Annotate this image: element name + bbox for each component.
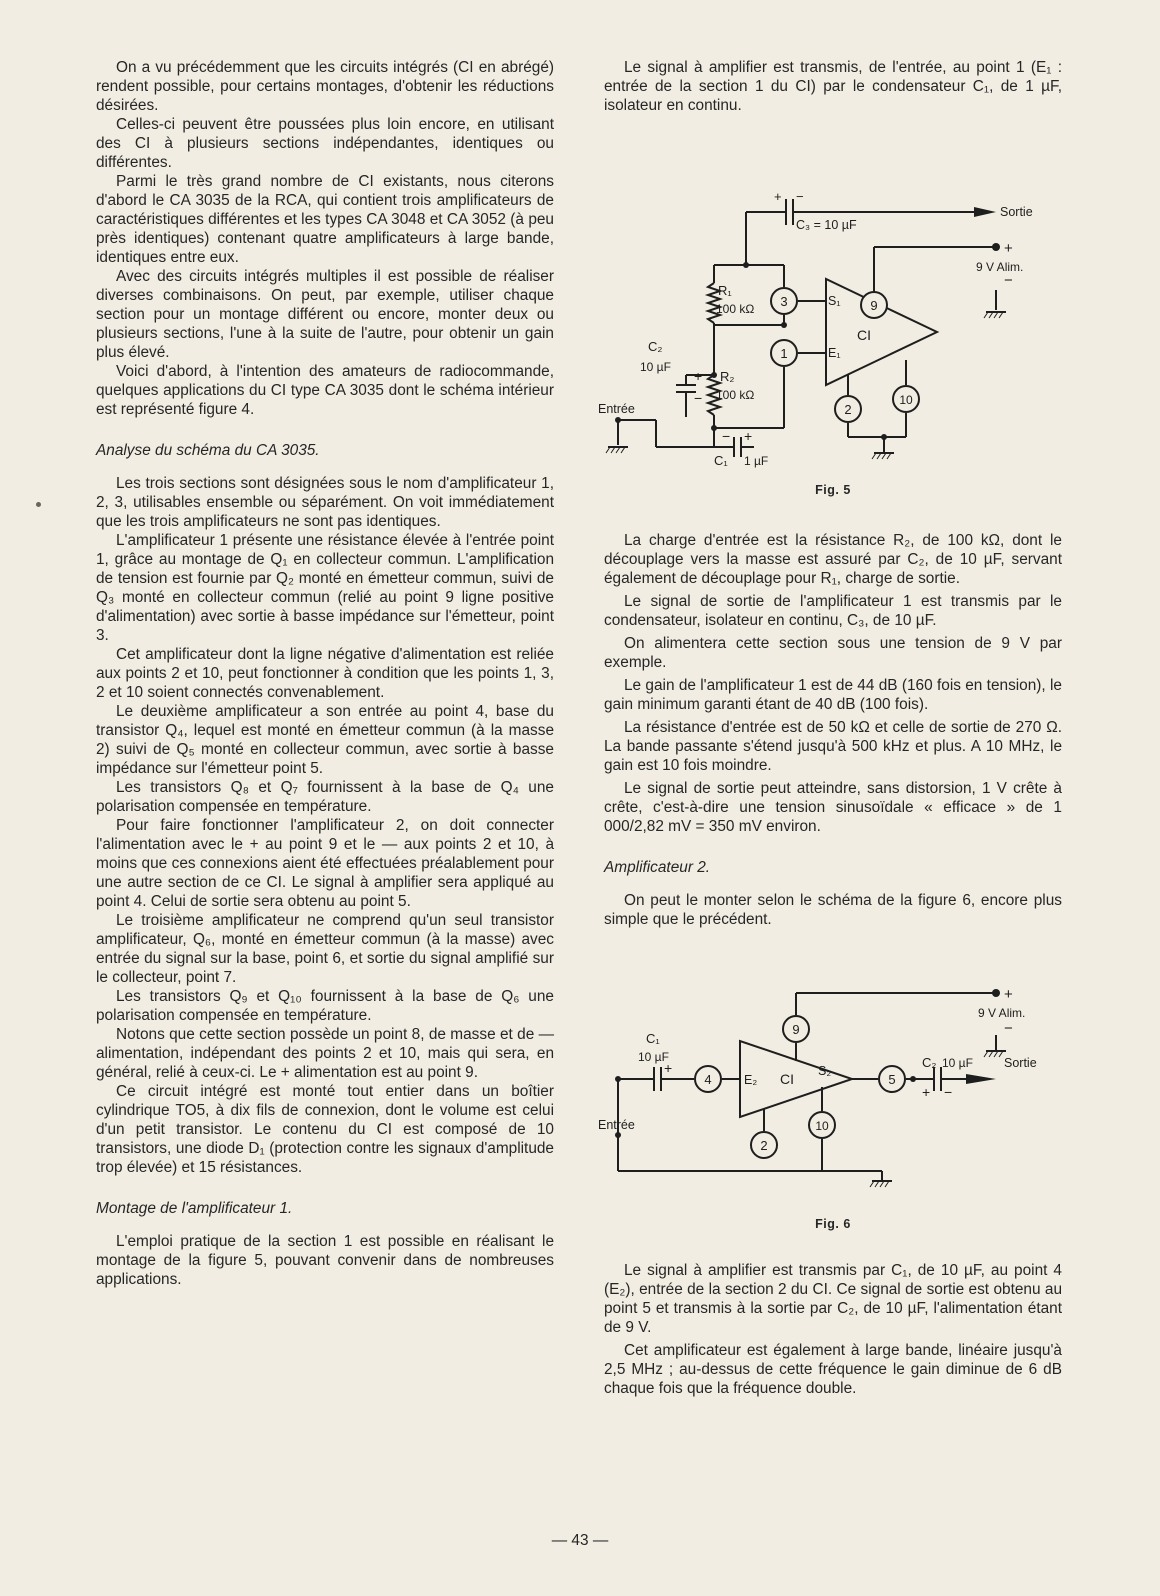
paragraph: Celles-ci peuvent être poussées plus loin encore, en utilisant des CI à plusieurs sections indépendantes, identiques ou différentes. [96, 116, 554, 171]
pin-5-label: 5 [888, 1072, 896, 1087]
pin-9-label: 9 [870, 298, 878, 313]
paragraph: La résistance d'entrée est de 50 kΩ et celle de sortie de 270 Ω. La bande passante s'étend jusqu'à 500 kHz et plus. A 10 MHz, le gain est 10 fois moindre. [604, 719, 1062, 774]
section-heading: Amplificateur 2. [604, 859, 711, 876]
paragraph: Le deuxième amplificateur a son entrée au point 4, base du transistor Q₄, lequel est monté en émetteur commun (à la masse 2) suivi de Q₅ monté en collecteur commun, avec sortie à basse impédance sur l'émetteur point 5. [96, 703, 554, 777]
c2-minus: − [694, 390, 703, 406]
c2-plus: + [694, 368, 703, 384]
sortie-label: Sortie [1000, 205, 1033, 219]
ci-label: CI [857, 327, 871, 343]
c3-plus: + [774, 189, 782, 204]
paragraph: Cet amplificateur dont la ligne négative d'alimentation est reliée aux points 2 et 10, peut fonctionner à condition que les points 1, 3, 2 et 10 soient connectés convenablement. [96, 646, 554, 701]
c2-value: 10 µF [942, 1056, 973, 1070]
r1-label: R₁ [718, 283, 732, 298]
left-column [96, 58, 554, 1289]
paragraph: Le gain de l'amplificateur 1 est de 44 dB (160 fois en tension), le gain minimum garanti étant de 40 dB (100 fois). [604, 677, 1062, 713]
paragraph: La charge d'entrée est la résistance R₂, de 100 kΩ, dont le découplage vers la masse est assuré par C₂, de 10 µF, servant également de découplage pour R₁, charge de sortie. [604, 532, 1062, 587]
c2-label: C₂ [648, 339, 663, 354]
figure-5-caption: Fig. 5 [815, 483, 851, 497]
paragraph: L'emploi pratique de la section 1 est possible en réalisant le montage de la figure 5, pouvant convenir dans de nombreuses applications. [96, 1233, 554, 1288]
e1-label: E₁ [828, 346, 841, 360]
after-fig6-section [604, 1261, 1062, 1398]
right-column [598, 58, 1062, 1398]
section-heading: Analyse du schéma du CA 3035. [96, 442, 320, 459]
figure-6-caption: Fig. 6 [815, 1217, 851, 1231]
paragraph: Les transistors Q₉ et Q₁₀ fournissent à la base de Q₆ une polarisation compensée en température. [96, 988, 554, 1024]
s2-label: S₂ [818, 1064, 832, 1078]
section-heading: Montage de l'amplificateur 1. [96, 1200, 293, 1217]
c1-value: 1 µF [744, 454, 769, 468]
pin-3-label: 3 [780, 294, 788, 309]
figure-5-schematic [598, 155, 1062, 485]
c3-label: C₃ = 10 µF [796, 218, 857, 232]
paragraph: Pour faire fonctionner l'amplificateur 2, on doit connecter l'alimentation avec le + au point 9 et le — aux points 2 et 10, à moins que ces connexions aient été effectuées préalablement pour une autre section de ce CI. Le signal à amplifier sera appliqué au point 4. Celui de sortie sera obtenu au point 5. [96, 817, 554, 910]
figure-6-schematic [598, 981, 1062, 1221]
pin-9-label: 9 [792, 1022, 800, 1037]
c2-label: C₂ [922, 1055, 937, 1070]
paragraph: On peut le monter selon le schéma de la figure 6, encore plus simple que le précédent. [604, 892, 1062, 928]
paragraph: Ce circuit intégré est monté tout entier dans un boîtier cylindrique TO5, à dix fils de connexion, dont le volume est celui d'un petit transistor. Le contenu du CI est composé de 10 transistors, une diode D₁ (protection contre les signaux d'amplitude trop élevée) et 15 résistances. [96, 1083, 554, 1176]
c3-minus: − [796, 189, 804, 204]
r1-value: 100 kΩ [716, 302, 755, 316]
alim-label: 9 V Alim. [978, 1006, 1026, 1020]
alim-minus: − [1004, 272, 1013, 289]
sortie-label: Sortie [1004, 1056, 1037, 1070]
margin-dot [36, 502, 41, 507]
paragraph: Voici d'abord, à l'intention des amateurs de radiocommande, quelques applications du CI type CA 3035 dont le schéma intérieur est représenté figure 4. [96, 363, 554, 418]
paragraph: Parmi le très grand nombre de CI existants, nous citerons d'abord le CA 3035 de la RCA, qui contient trois amplificateurs de caractéristiques différentes et les types CA 3048 et CA 3052 (à peu près identiques) contenant quatre amplificateurs à large bande, identiques entre eux. [96, 173, 554, 266]
c2-minus: − [944, 1084, 953, 1100]
pin-10-label: 10 [899, 393, 913, 407]
c1-plus: + [664, 1060, 673, 1076]
c1-plus: + [744, 428, 753, 444]
pin-2-label: 2 [844, 402, 852, 417]
paragraph: On a vu précédemment que les circuits intégrés (CI en abrégé) rendent possible, pour certains montages, d'obtenir les réductions désirées. [96, 59, 554, 114]
paragraph: On alimentera cette section sous une tension de 9 V par exemple. [604, 635, 1062, 671]
paragraph: L'amplificateur 1 présente une résistance élevée à l'entrée point 1, grâce au montage de Q₁ en collecteur commun. L'amplification de tension est fournie par Q₂ monté en émetteur commun, suivi de Q₃ monté en collecteur commun (relié au point 9 ligne positive d'alimentation) avec sortie à basse impédance sur l'émetteur, point 3. [96, 532, 554, 644]
page-number: — 43 — [551, 1532, 609, 1549]
pin-4-label: 4 [704, 1072, 712, 1087]
montage-section [96, 1232, 554, 1289]
c2-plus: + [922, 1084, 931, 1100]
pin-1-label: 1 [780, 346, 788, 361]
alim-plus: + [1004, 986, 1013, 1003]
after-fig5-section [604, 531, 1062, 836]
alim-plus: + [1004, 240, 1013, 257]
r2-label: R₂ [720, 369, 735, 384]
paragraph: Le signal à amplifier est transmis, de l'entrée, au point 1 (E₁ : entrée de la section 1 du CI) par le condensateur C₁, de 1 µF, isolateur en continu. [604, 59, 1062, 114]
alim-label: 9 V Alim. [976, 260, 1024, 274]
ci-label: CI [780, 1071, 794, 1087]
entree-label: Entrée [598, 1118, 635, 1132]
paragraph: Les trois sections sont désignées sous le nom d'amplificateur 1, 2, 3, utilisables ensemble ou séparément. On voit immédiatement que les trois amplificateurs ne sont pas identiques. [96, 475, 554, 530]
r2-value: 100 kΩ [716, 388, 755, 402]
intro-section [96, 58, 554, 419]
s1-label: S₁ [828, 294, 841, 308]
c1-label: C₁ [646, 1031, 660, 1046]
c1-value: 10 µF [638, 1050, 669, 1064]
e2-label: E₂ [744, 1073, 758, 1087]
paragraph: Cet amplificateur est également à large bande, linéaire jusqu'à 2,5 MHz ; au-dessus de cette fréquence le gain diminue de 6 dB chaque fois que la fréquence double. [604, 1342, 1062, 1397]
entree-label: Entrée [598, 402, 635, 416]
c1-minus: − [722, 428, 731, 444]
pin-10-label: 10 [815, 1119, 829, 1133]
paragraph: Notons que cette section possède un point 8, de masse et de — alimentation, indépendant des points 2 et 10, mais qui sera, en général, relié à ceux-ci. Le + alimentation est au point 9. [96, 1026, 554, 1081]
alim-minus: − [1004, 1020, 1013, 1037]
paragraph: Le signal de sortie de l'amplificateur 1 est transmis par le condensateur, isolateur en continu, C₃, de 10 µF. [604, 593, 1062, 629]
paragraph: Avec des circuits intégrés multiples il est possible de réaliser diverses combinaisons. On peut, par exemple, utiliser chaque section pour un montage différent ou encore, monter deux ou plusieurs sections, l'une à la suite de l'autre, pour obtenir un gain plus élevé. [96, 268, 554, 361]
c1-label: C₁ [714, 453, 728, 468]
paragraph: Le troisième amplificateur ne comprend qu'un seul transistor amplificateur, Q₆, monté en émetteur commun (à la masse) avec entrée du signal sur la base, point 6, et sortie du signal amplifié sur le collecteur, point 7. [96, 912, 554, 986]
paragraph: Le signal à amplifier est transmis par C₁, de 10 µF, au point 4 (E₂), entrée de la section 2 du CI. Ce signal de sortie est obtenu au point 5 et transmis à la sortie par C₂, de 10 µF, l'alimentation étant de 9 V. [604, 1262, 1062, 1336]
analyse-section [96, 474, 554, 1177]
pin-2-label: 2 [760, 1138, 768, 1153]
paragraph: Le signal de sortie peut atteindre, sans distorsion, 1 V crête à crête, c'est-à-dire une tension sinusoïdale « efficace » de 1 000/2,82 mV = 350 mV environ. [604, 780, 1062, 835]
c2-value: 10 µF [640, 360, 671, 374]
paragraph: Les transistors Q₈ et Q₇ fournissent à la base de Q₄ une polarisation compensée en température. [96, 779, 554, 815]
